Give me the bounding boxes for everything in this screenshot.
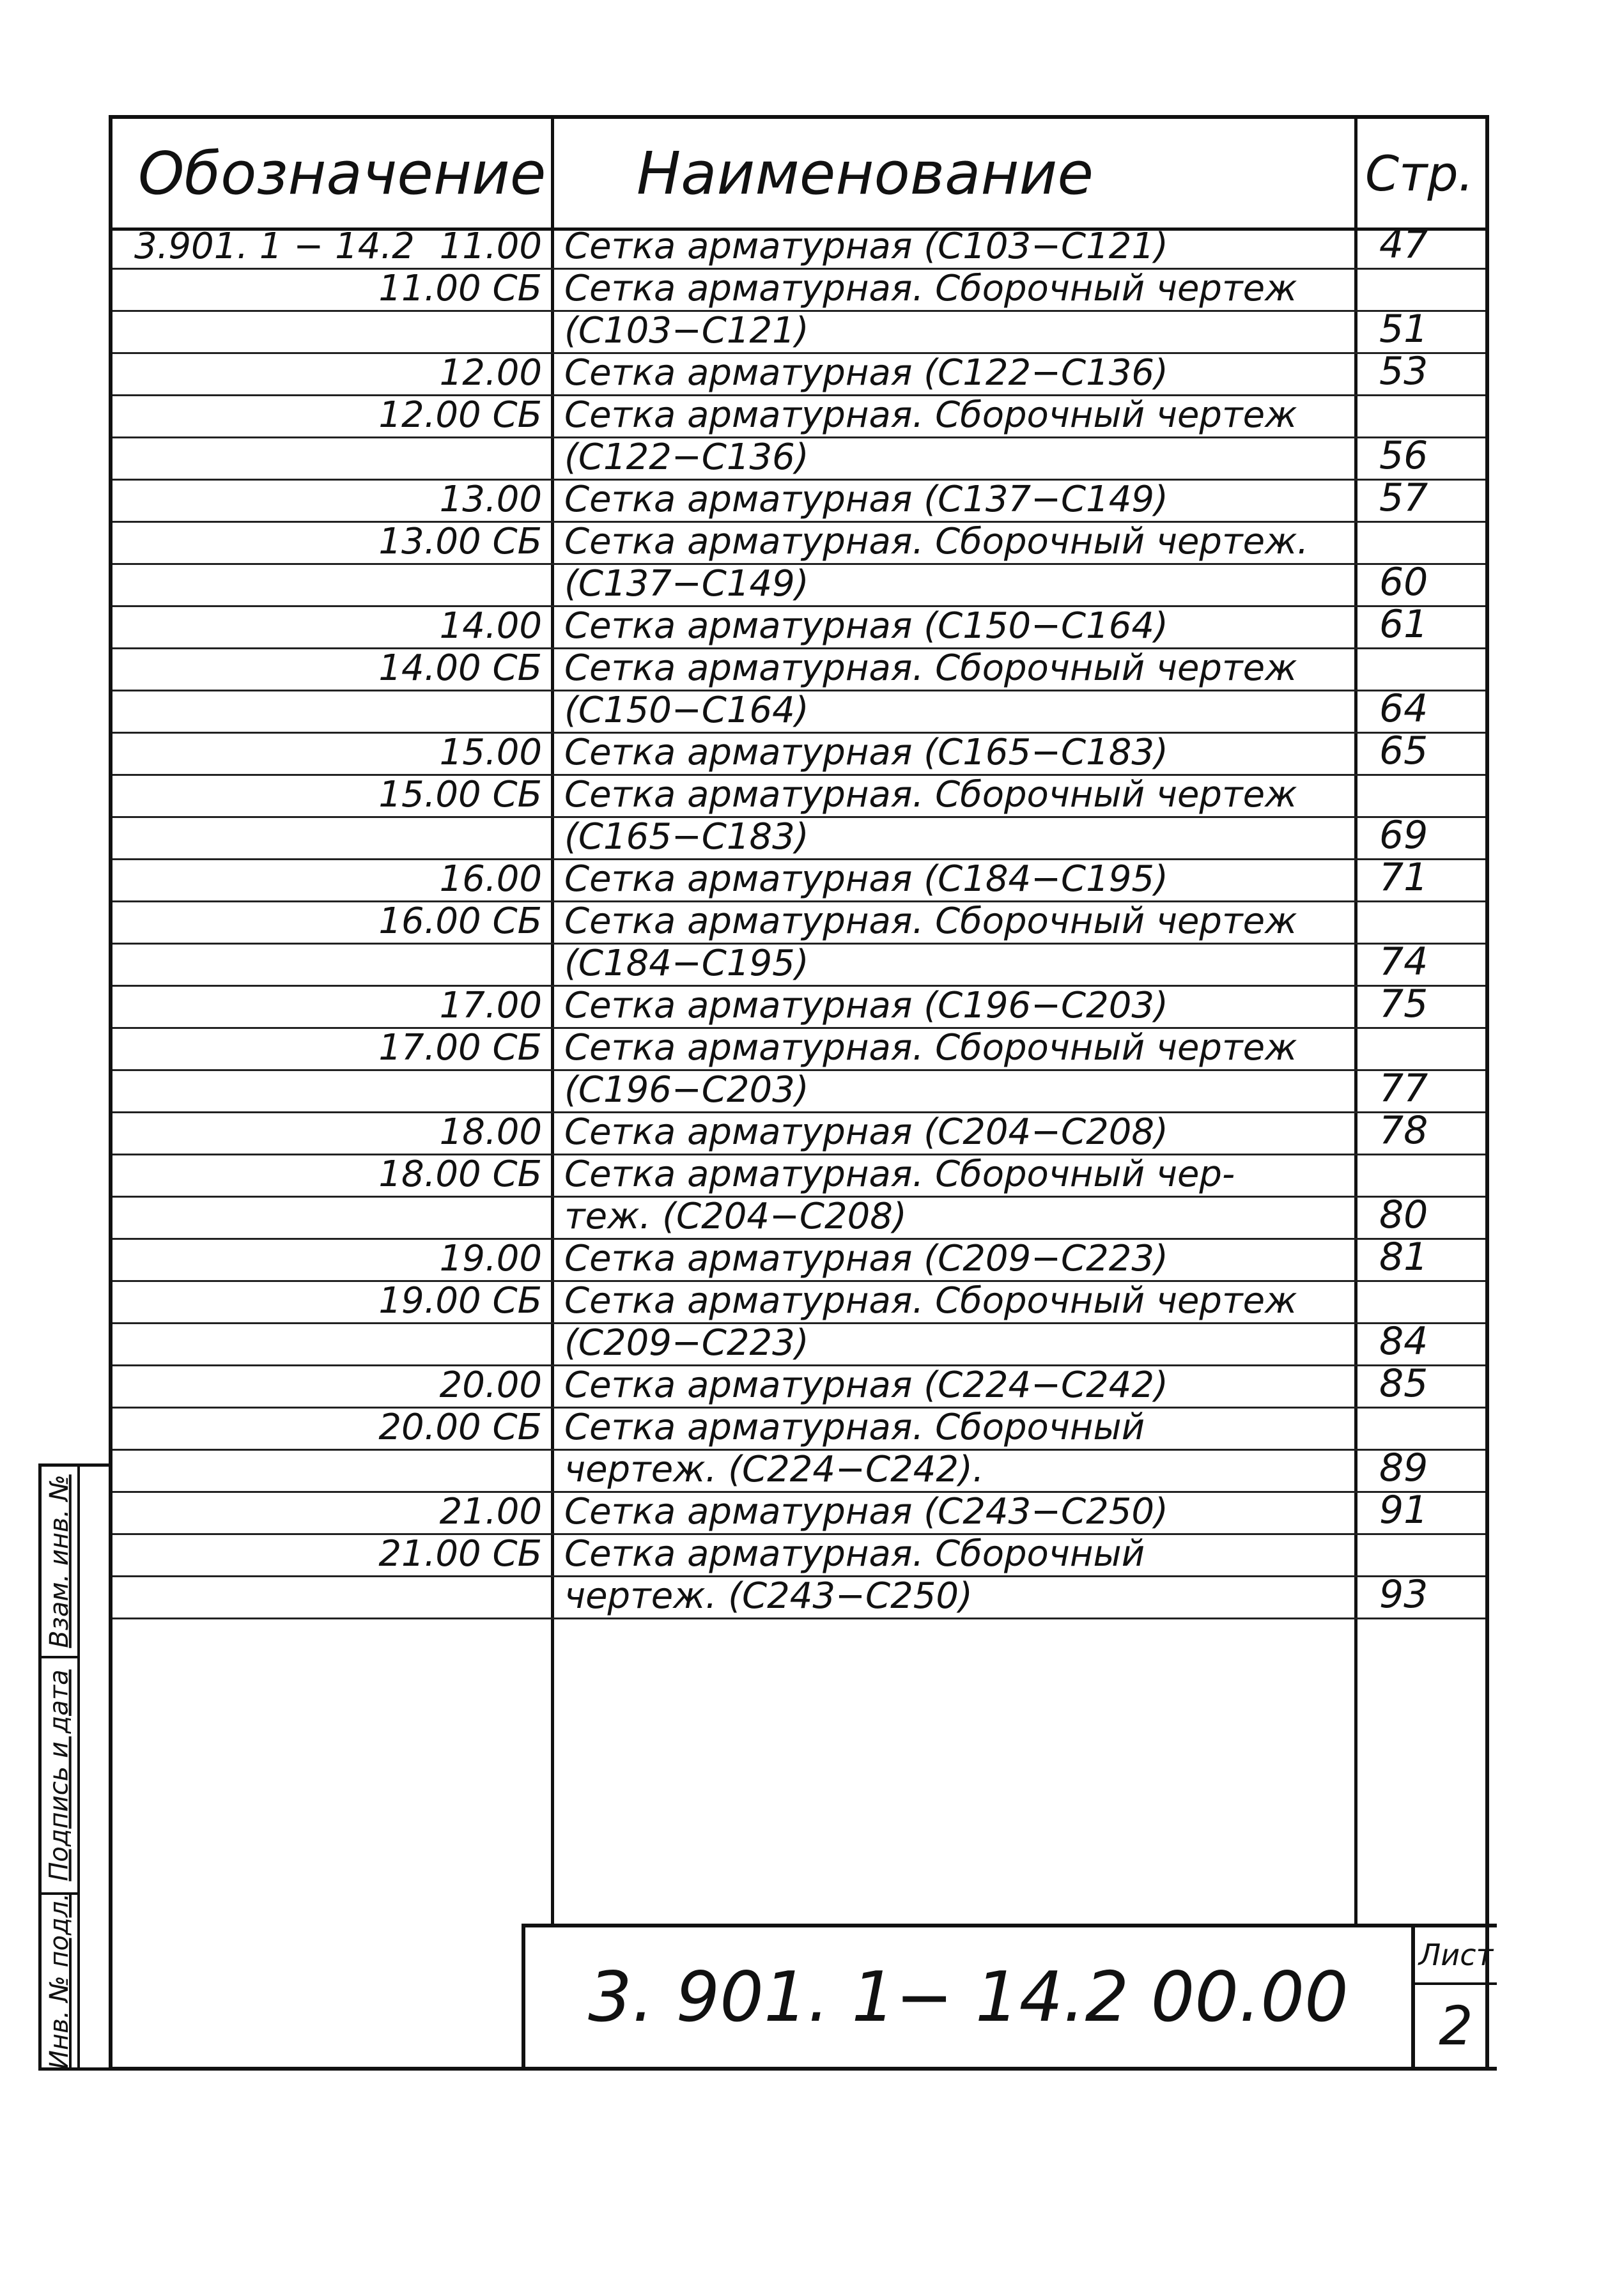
row-page: 61	[1379, 602, 1428, 647]
row-code	[112, 481, 551, 523]
table-row	[112, 1029, 1485, 1071]
row-page	[1357, 270, 1485, 312]
row-name: Сетка арматурная (С204−С208)	[564, 1111, 1168, 1153]
table-row	[112, 560, 1485, 607]
row-name: (С150−С164)	[564, 690, 809, 731]
row-name: Сетка арматурная. Сборочный	[564, 1533, 1145, 1575]
row-code-text: 17.00 СБ	[378, 1027, 542, 1069]
row-code-text: 12.00	[439, 352, 542, 394]
row-code	[112, 1577, 551, 1619]
table-row	[112, 602, 1485, 649]
series-code: 3.901. 1 − 14.2	[134, 226, 415, 267]
row-code	[112, 734, 551, 776]
table-row	[112, 939, 1485, 987]
document-code: 3. 901. 1− 14.2 00.00	[588, 1957, 1349, 2037]
row-code	[112, 1240, 551, 1282]
row-code	[112, 607, 551, 649]
row-code	[112, 1113, 551, 1155]
row-code	[112, 1324, 551, 1366]
row-page: 64	[1379, 686, 1428, 731]
row-name: (С122−С136)	[564, 436, 809, 478]
row-name: Сетка арматурная. Сборочный чертеж	[564, 774, 1297, 815]
table-row	[112, 523, 1485, 565]
row-page	[1357, 776, 1485, 818]
row-code	[112, 1155, 551, 1198]
row-page	[1357, 649, 1485, 691]
row-code	[112, 1409, 551, 1451]
table-row	[112, 1535, 1485, 1577]
table-row	[112, 729, 1485, 776]
table-row	[112, 307, 1485, 354]
row-name: Сетка арматурная (С224−С242)	[564, 1364, 1168, 1406]
row-name: Сетка арматурная (С137−С149)	[564, 479, 1168, 520]
row-code-text: 14.00 СБ	[378, 647, 542, 689]
row-code	[112, 1282, 551, 1324]
table-row	[112, 1488, 1485, 1535]
row-code	[112, 691, 551, 734]
row-code-text: 19.00 СБ	[378, 1280, 542, 1322]
row-code	[112, 228, 551, 270]
row-page: 69	[1379, 813, 1428, 858]
row-page: 91	[1379, 1488, 1428, 1533]
row-page	[1357, 1029, 1485, 1071]
side-field-signature-date	[42, 1658, 77, 1895]
table-row	[112, 1572, 1485, 1619]
table-row	[112, 855, 1485, 902]
side-field-replace-inv-label: Взам. инв. №	[45, 1474, 74, 1648]
row-code-text: 12.00 СБ	[378, 394, 542, 436]
table-row	[112, 270, 1485, 312]
row-code	[112, 1198, 551, 1240]
table-row	[112, 813, 1485, 860]
row-name: (С209−С223)	[564, 1322, 809, 1364]
row-page: 53	[1379, 349, 1428, 394]
row-page: 56	[1379, 433, 1428, 478]
row-code-text: 14.00	[439, 605, 542, 647]
row-name: Сетка арматурная (С209−С223)	[564, 1238, 1168, 1279]
row-page: 71	[1379, 855, 1428, 900]
row-code	[112, 270, 551, 312]
sheet-number: 2	[1439, 1995, 1473, 2057]
row-code-text: 13.00 СБ	[378, 521, 542, 562]
row-page	[1357, 523, 1485, 565]
row-name: Сетка арматурная (С103−С121)	[564, 226, 1168, 267]
row-name: (С137−С149)	[564, 563, 809, 605]
table-row	[112, 649, 1485, 691]
row-code	[112, 1451, 551, 1493]
row-code-text: 11.00	[439, 226, 542, 267]
side-field-original-inv-label: Инв. № подл.	[45, 1893, 74, 2069]
row-page	[1357, 1409, 1485, 1451]
row-name: Сетка арматурная. Сборочный чертеж	[564, 394, 1297, 436]
row-name: Сетка арматурная. Сборочный чертеж	[564, 900, 1297, 942]
row-code	[112, 1366, 551, 1409]
table-row	[112, 902, 1485, 945]
row-code-text: 16.00 СБ	[378, 900, 542, 942]
table-row	[112, 1361, 1485, 1409]
row-page	[1357, 1282, 1485, 1324]
table-row	[112, 1282, 1485, 1324]
row-name: Сетка арматурная. Сборочный	[564, 1407, 1145, 1448]
row-name: Сетка арматурная. Сборочный чертеж	[564, 647, 1297, 689]
row-page	[1357, 1155, 1485, 1198]
row-page: 78	[1379, 1108, 1428, 1153]
row-code	[112, 649, 551, 691]
row-page: 60	[1379, 560, 1428, 605]
row-name: (С184−С195)	[564, 943, 809, 984]
header-name-label: Наименование	[637, 139, 1094, 208]
row-code-text: 21.00	[439, 1491, 542, 1533]
row-name: (С103−С121)	[564, 310, 809, 351]
row-code-text: 19.00	[439, 1238, 542, 1279]
table-row	[112, 475, 1485, 523]
row-name: Сетка арматурная. Сборочный чертеж	[564, 1280, 1297, 1322]
row-code-text: 13.00	[439, 479, 542, 520]
row-code	[112, 312, 551, 354]
row-page: 81	[1379, 1235, 1428, 1279]
side-stamp	[38, 1463, 109, 2071]
table-row	[112, 1066, 1485, 1113]
row-code	[112, 1029, 551, 1071]
row-name: Сетка арматурная (С150−С164)	[564, 605, 1168, 647]
row-page: 84	[1379, 1319, 1428, 1364]
row-name: Сетка арматурная (С184−С195)	[564, 858, 1168, 900]
row-code-text: 11.00 СБ	[378, 268, 542, 309]
row-code	[112, 438, 551, 481]
drawing-sheet	[109, 115, 1494, 2071]
row-code	[112, 1535, 551, 1577]
row-name: Сетка арматурная (С196−С203)	[564, 985, 1168, 1026]
side-field-signature-date-label: Подпись и дата	[45, 1669, 75, 1881]
row-page	[1357, 396, 1485, 438]
table-row	[112, 1193, 1485, 1240]
row-page: 80	[1379, 1193, 1428, 1237]
row-page: 75	[1379, 982, 1428, 1026]
row-name: Сетка арматурная. Сборочный чертеж	[564, 1027, 1297, 1069]
row-code	[112, 987, 551, 1029]
table-row	[112, 222, 1485, 270]
row-code	[112, 354, 551, 396]
row-name: Сетка арматурная (С165−С183)	[564, 732, 1168, 773]
table-header	[112, 119, 1485, 231]
header-page-label: Стр.	[1365, 144, 1474, 202]
row-code-text: 15.00 СБ	[378, 774, 542, 815]
row-code-text: 17.00	[439, 985, 542, 1026]
table-row	[112, 982, 1485, 1029]
table-row	[112, 776, 1485, 818]
table-row	[112, 1446, 1485, 1493]
row-code	[112, 1493, 551, 1535]
header-code-label: Обозначение	[138, 139, 546, 208]
row-code-text: 21.00 СБ	[378, 1533, 542, 1575]
row-code	[112, 523, 551, 565]
table-row	[112, 349, 1485, 396]
row-name: чертеж. (С224−С242).	[564, 1449, 984, 1490]
table-row	[112, 1409, 1485, 1451]
row-name: Сетка арматурная (С243−С250)	[564, 1491, 1168, 1533]
row-page: 89	[1379, 1446, 1428, 1490]
side-field-replace-inv	[42, 1467, 77, 1658]
table-row	[112, 1155, 1485, 1198]
table-row	[112, 433, 1485, 481]
sheet-label: Лист	[1415, 1927, 1497, 1985]
side-field-original-inv	[42, 1895, 77, 2067]
row-code	[112, 818, 551, 860]
table-row	[112, 1319, 1485, 1366]
row-code-text: 20.00	[439, 1364, 542, 1406]
row-name: теж. (С204−С208)	[564, 1196, 907, 1237]
row-page: 85	[1379, 1361, 1428, 1406]
row-page: 51	[1379, 307, 1428, 351]
row-code-text: 18.00 СБ	[378, 1154, 542, 1195]
row-code	[112, 565, 551, 607]
title-block	[522, 1924, 1497, 2071]
row-page: 77	[1379, 1066, 1428, 1111]
sheet-box	[1411, 1927, 1497, 2067]
row-page	[1357, 902, 1485, 945]
row-page: 57	[1379, 475, 1428, 520]
row-code-text: 15.00	[439, 732, 542, 773]
row-page: 65	[1379, 729, 1428, 773]
row-name: чертеж. (С243−С250)	[564, 1575, 973, 1617]
row-code	[112, 396, 551, 438]
row-name: Сетка арматурная. Сборочный чертеж.	[564, 521, 1309, 562]
row-code	[112, 776, 551, 818]
table-row	[112, 396, 1485, 438]
row-code	[112, 902, 551, 945]
row-code-text: 18.00	[439, 1111, 542, 1153]
row-page: 93	[1379, 1572, 1428, 1617]
table-row	[112, 1108, 1485, 1155]
row-code	[112, 945, 551, 987]
row-code	[112, 860, 551, 902]
row-code-text: 16.00	[439, 858, 542, 900]
row-name: (С165−С183)	[564, 816, 809, 858]
row-page: 47	[1379, 222, 1428, 267]
table-row	[112, 686, 1485, 734]
row-page: 74	[1379, 939, 1428, 984]
row-code	[112, 1071, 551, 1113]
row-page	[1357, 1535, 1485, 1577]
row-name: Сетка арматурная (С122−С136)	[564, 352, 1168, 394]
row-name: Сетка арматурная. Сборочный чер-	[564, 1154, 1235, 1195]
row-name: (С196−С203)	[564, 1069, 809, 1111]
table-row	[112, 1235, 1485, 1282]
row-code-text: 20.00 СБ	[378, 1407, 542, 1448]
row-name: Сетка арматурная. Сборочный чертеж	[564, 268, 1297, 309]
